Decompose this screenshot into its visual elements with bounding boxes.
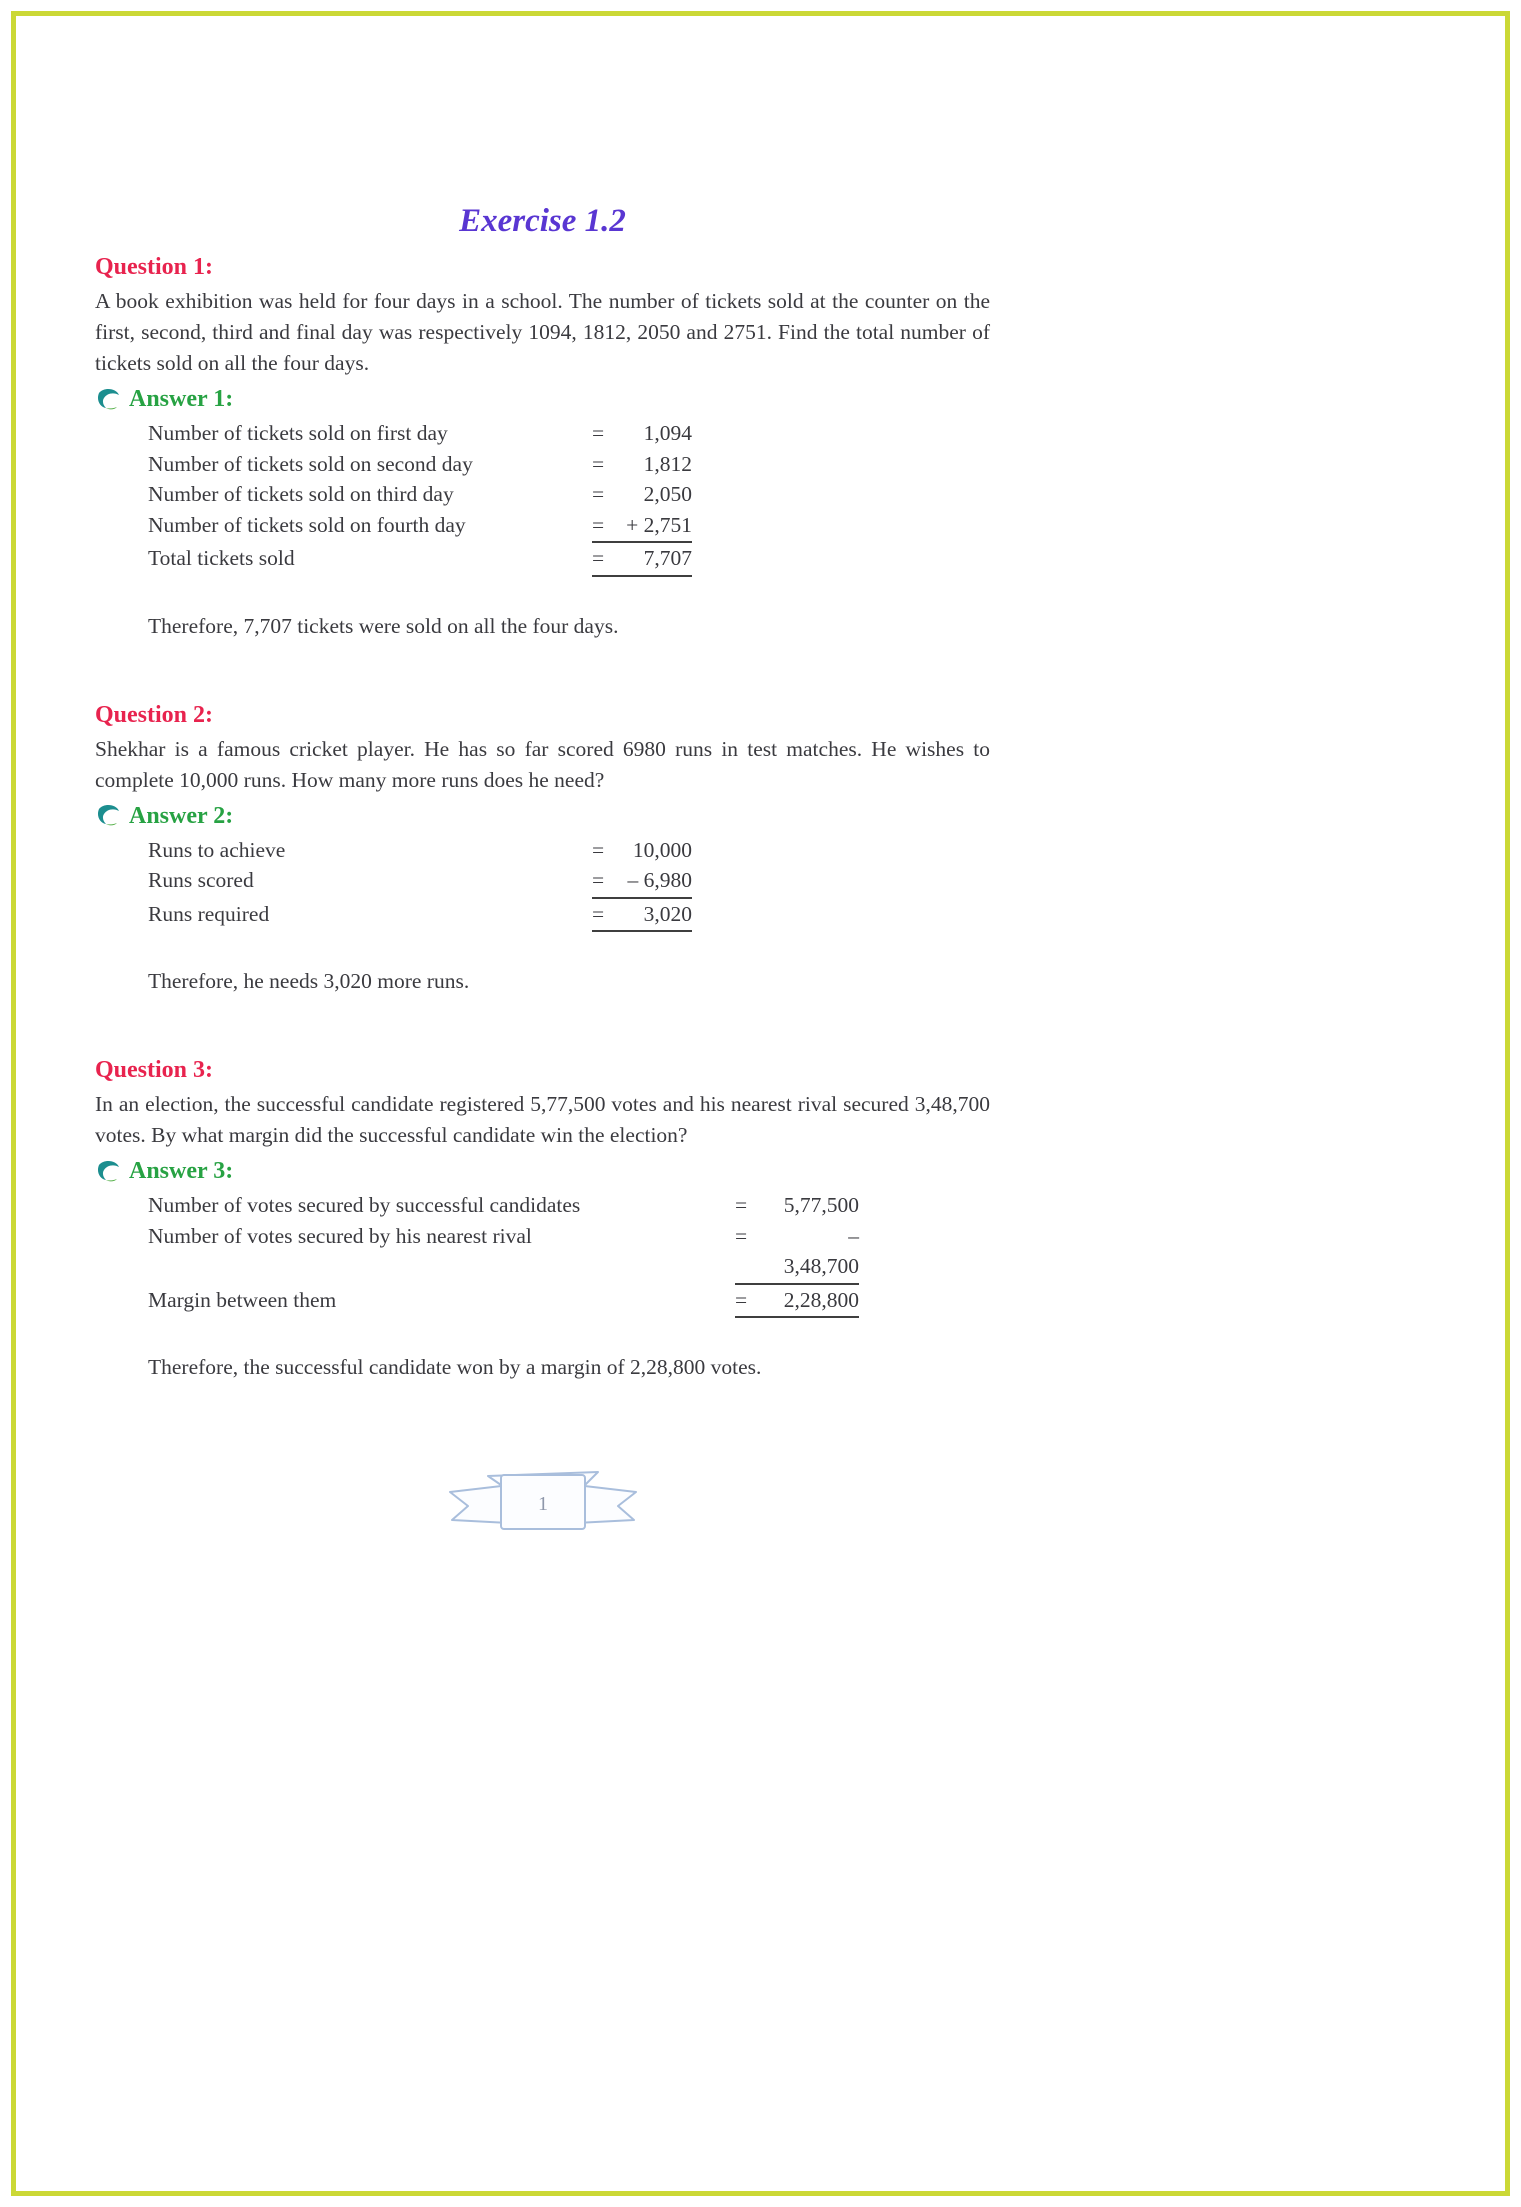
calc-number: 2,050 [643,482,692,506]
question-section-1 [95,251,990,642]
calc-number: + 2,751 [626,512,692,537]
calc-label: Number of tickets sold on third day [148,482,454,506]
calc-table [148,835,990,933]
calc-value [735,1190,859,1221]
calc-row [148,479,990,510]
calc-row [148,418,990,449]
calc-number: 1,812 [643,451,692,476]
calc-equals: = [592,901,605,926]
calc-equals: = [592,546,605,570]
page-number-ribbon [438,1459,648,1543]
calc-label: Number of votes secured by successful candidates [148,1193,581,1217]
calc-number: 5,77,500 [783,1193,859,1217]
answer-logo-icon [95,1160,122,1183]
calc-equals: = [592,868,605,892]
calc-label: Margin between them [148,1287,337,1312]
question-heading: Question 3: [95,1057,214,1083]
calc-value-underlined [735,1221,859,1285]
calc-label: Runs required [148,901,270,926]
calc-row [148,1285,990,1319]
answer-heading: Answer 1: [129,386,234,412]
question-text: Shekhar is a famous cricket player. He has so far scored 6980 runs in test matches. He wishes to complete 10,000 runs. How many more runs does he need? [95,736,990,792]
calc-value [592,418,692,449]
calc-number: 3,020 [643,901,692,926]
calc-value-underlined [592,510,692,544]
answer-logo-icon [95,388,122,411]
calc-row [148,865,990,899]
calc-row [148,1221,990,1285]
calc-value-underlined [592,543,692,577]
calc-equals: = [592,512,605,537]
page-number: 1 [537,1493,548,1515]
question-section-3 [95,1054,990,1383]
question-text: A book exhibition was held for four days in a school. The number of tickets sold at the counter on the first, second, third and final day was respectively 1094, 1812, 2050 and 2751. Find the total number of tickets sold on all the four days. [95,289,990,375]
calc-label: Total tickets sold [148,546,295,570]
exercise-title: Exercise 1.2 [459,203,626,239]
calc-value [592,479,692,510]
calc-row [148,510,990,544]
question-heading: Question 2: [95,701,214,728]
calc-equals: = [592,482,605,506]
calc-value [592,835,692,866]
calc-value-underlined [735,1285,859,1319]
calc-number: 10,000 [632,837,692,862]
calc-equals: = [592,837,605,862]
calc-table [148,418,990,577]
calc-row [148,899,990,933]
calc-row [148,543,990,577]
calc-equals: = [592,421,605,445]
calc-value [592,449,692,480]
calc-equals: = [735,1223,748,1248]
calc-number: 2,28,800 [783,1287,859,1312]
calc-equals: = [735,1193,748,1217]
answer-heading: Answer 3: [129,1158,234,1184]
calc-number: 1,094 [643,421,692,445]
page-content [95,0,990,1543]
calc-equals: = [735,1287,748,1312]
answer-heading-row [95,801,990,831]
calc-row [148,835,990,866]
question-text: In an election, the successful candidate registered 5,77,500 votes and his nearest rival secured 3,48,700 votes. By what margin did the successful candidate win the election? [95,1092,990,1147]
ribbon-icon [438,1459,648,1543]
answer-heading-row [95,1156,990,1186]
question-section-2 [95,699,990,998]
calc-number: – 6,980 [627,868,692,892]
calc-label: Runs scored [148,868,254,892]
calc-number: 7,707 [643,546,692,570]
calc-label: Runs to achieve [148,837,286,862]
calc-value-underlined [592,899,692,933]
calc-row [148,1190,990,1221]
calc-label: Number of votes secured by his nearest rival [148,1223,532,1248]
question-heading: Question 1: [95,254,214,280]
calc-label: Number of tickets sold on second day [148,451,473,476]
calc-equals: = [592,451,605,476]
calc-row [148,449,990,480]
calc-value-underlined [592,865,692,899]
conclusion-text: Therefore, he needs 3,020 more runs. [148,969,470,993]
answer-heading: Answer 2: [129,802,234,829]
calc-number: – 3,48,700 [783,1223,859,1278]
answer-logo-icon [95,804,122,827]
calc-label: Number of tickets sold on first day [148,421,448,445]
conclusion-text: Therefore, the successful candidate won by a margin of 2,28,800 votes. [148,1355,762,1379]
calc-label: Number of tickets sold on fourth day [148,512,466,537]
conclusion-text: Therefore, 7,707 tickets were sold on all the four days. [148,613,619,638]
answer-heading-row [95,384,990,414]
calc-table [148,1190,990,1318]
